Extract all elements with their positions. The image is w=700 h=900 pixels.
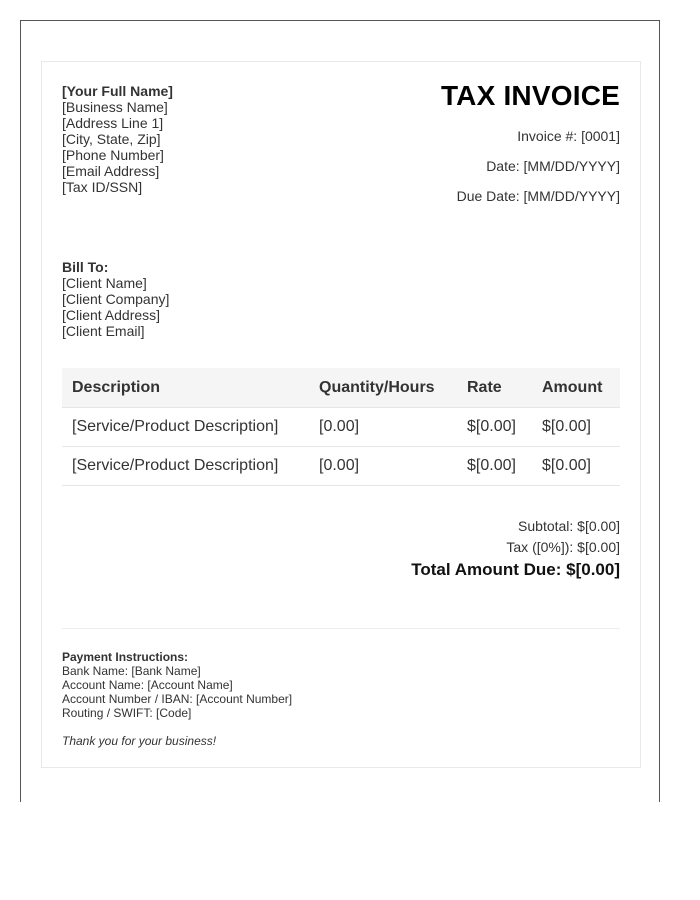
column-header-description: Description [62,368,309,408]
total-amount-due: Total Amount Due: $[0.00] [411,560,620,579]
table-header-row [62,368,620,408]
totals-block [411,516,620,582]
section-divider [62,628,620,629]
client-email: [Client Email] [62,323,145,339]
bill-to-heading: Bill To: [62,259,109,275]
payment-heading: Payment Instructions: [62,650,189,664]
cell-amount: $[0.00] [532,408,620,447]
payment-instructions [62,650,292,748]
cell-rate: $[0.00] [457,447,532,486]
cell-description: [Service/Product Description] [62,447,309,486]
cell-quantity: [0.00] [309,408,457,447]
invoice-document [41,61,641,768]
sender-tax-id: [Tax ID/SSN] [62,179,143,195]
cell-quantity: [0.00] [309,447,457,486]
client-address: [Client Address] [62,307,161,323]
invoice-meta [457,128,620,218]
thank-you-note: Thank you for your business! [62,734,217,748]
line-items-table [62,368,620,486]
sender-business: [Business Name] [62,99,168,115]
cell-description: [Service/Product Description] [62,408,309,447]
client-name: [Client Name] [62,275,147,291]
sender-address: [Address Line 1] [62,115,164,131]
sender-phone: [Phone Number] [62,147,164,163]
sender-name: [Your Full Name] [62,83,173,99]
routing-swift: Routing / SWIFT: [Code] [62,706,192,720]
column-header-rate: Rate [457,368,532,408]
account-name: Account Name: [Account Name] [62,678,233,692]
table-row [62,447,620,486]
bill-to-block [62,259,169,339]
bank-name: Bank Name: [Bank Name] [62,664,201,678]
invoice-number: Invoice #: [0001] [517,128,620,144]
account-number: Account Number / IBAN: [Account Number] [62,692,293,706]
sender-city: [City, State, Zip] [62,131,161,147]
column-header-amount: Amount [532,368,620,408]
table-row [62,408,620,447]
cell-rate: $[0.00] [457,408,532,447]
sender-email: [Email Address] [62,163,160,179]
column-header-quantity: Quantity/Hours [309,368,457,408]
cell-amount: $[0.00] [532,447,620,486]
invoice-date: Date: [MM/DD/YYYY] [486,158,620,174]
tax-line: Tax ([0%]): $[0.00] [506,539,620,555]
subtotal: Subtotal: $[0.00] [518,518,620,534]
invoice-title: TAX INVOICE [440,80,620,111]
client-company: [Client Company] [62,291,170,307]
invoice-due-date: Due Date: [MM/DD/YYYY] [456,188,620,204]
sender-block [62,83,173,195]
